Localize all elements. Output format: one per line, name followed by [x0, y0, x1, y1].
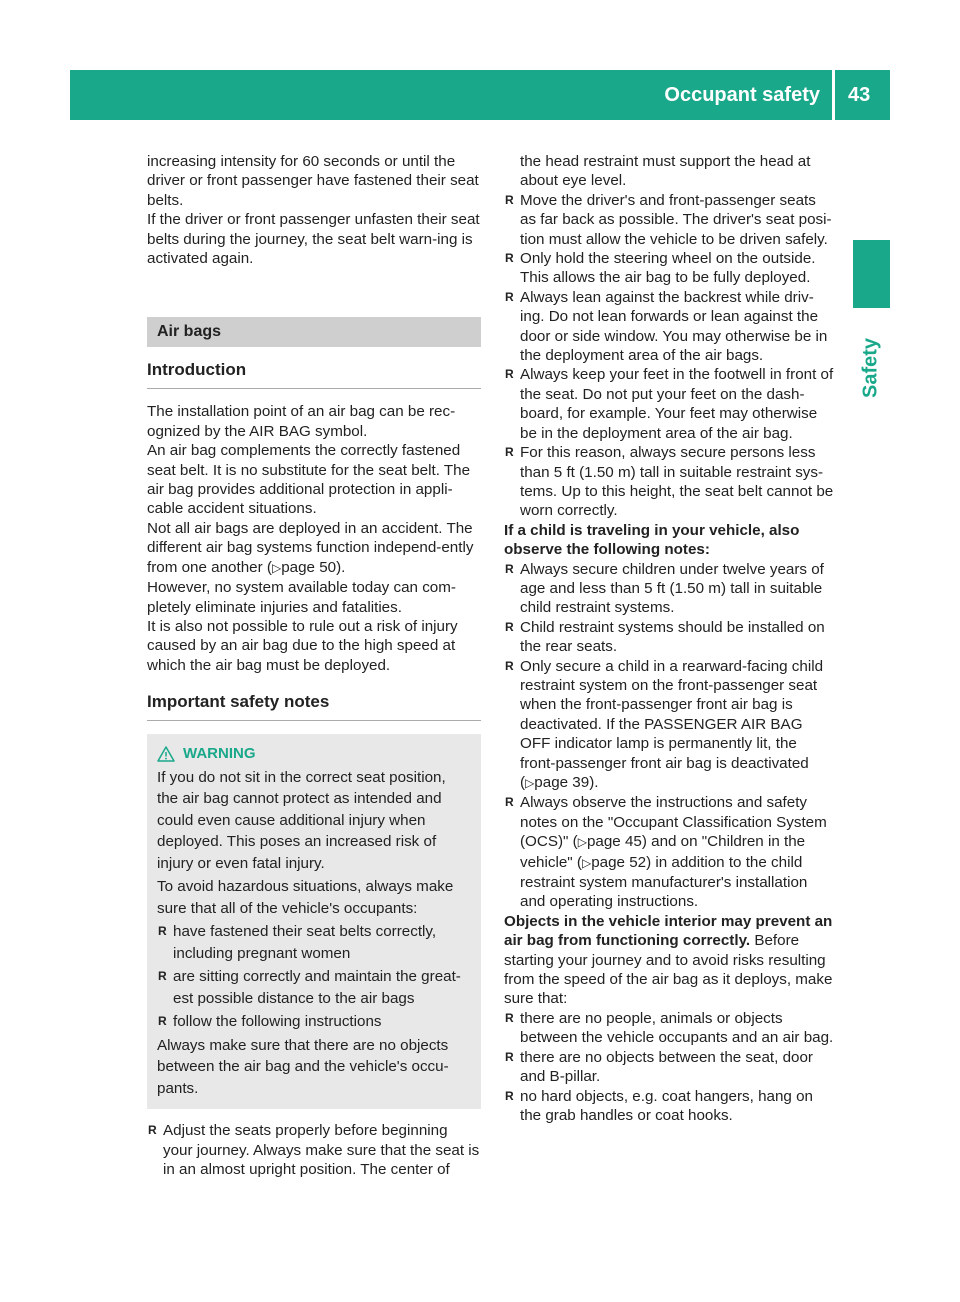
page-reference-link[interactable]: page 39 — [534, 774, 590, 791]
warning-triangle-icon — [157, 746, 175, 762]
list-item: R are sitting correctly and maintain the great-est possible distance to the air bags — [157, 966, 471, 1009]
list-item: R Adjust the seats properly before beginning your journey. Always make sure that the seat is in an almost upright position. The center of — [147, 1121, 481, 1179]
list-item: R Move the driver's and front-passenger seats as far back as possible. The driver's seat posi-tion must allow the vehicle to be driven safely. — [504, 191, 834, 249]
list-item: R have fastened their seat belts correctly, including pregnant women — [157, 921, 471, 964]
list-item: R Always lean against the backrest while driv-ing. Do not lean forwards or lean against the door or side window. You may otherwise be in the deployment area of the air bags. — [504, 288, 834, 366]
paragraph: It is also not possible to rule out a risk of injury caused by an air bag due to the high speed at which the air bag must be deployed. — [147, 617, 458, 674]
list-item: R Always observe the instructions and safety notes on the "Occupant Classification System (OCS)" (▷page 45) and on "Children in the vehicle" (▷page 52) in addition to the child restraint system manufacturer's installation and operating instructions. — [504, 793, 834, 911]
warning-paragraph: To avoid hazardous situations, always make sure that all of the vehicle's occupants: — [157, 878, 454, 917]
paragraph: Not all air bags are deployed in an accident. The different air bag systems function independ-ently from one another (▷page 50). — [147, 519, 474, 576]
list-item: R there are no objects between the seat, door and B-pillar. — [504, 1048, 834, 1087]
objects-heading: Objects in the vehicle interior may prevent an air bag from functioning correctly. — [504, 912, 833, 950]
warning-header — [157, 743, 471, 765]
paragraph: An air bag complements the correctly fastened seat belt. It is no substitute for the seat belt. The air bag provides additional protection in appli-cable accident situations. — [147, 442, 471, 518]
section-title: Air bags — [147, 317, 481, 347]
list-item: R no hard objects, e.g. coat hangers, hang on the grab handles or coat hooks. — [504, 1087, 834, 1126]
page-number: 43 — [848, 84, 871, 106]
paragraph: If the driver or front passenger unfasten their seat belts during the journey, the seat belt warn-ing is activated again. — [147, 211, 480, 268]
page-reference-link[interactable]: page 45 — [586, 833, 642, 851]
header-divider — [832, 70, 835, 120]
paragraph: The installation point of an air bag can be rec-ognized by the AIR BAG symbol. — [147, 403, 456, 440]
list-item: R Always keep your feet in the footwell in front of the seat. Do not put your feet on the dash-board, for example. Your feet may otherwise be in the deployment area of the air bag. — [504, 365, 834, 443]
paragraph: However, no system available today can com-pletely eliminate injuries and fatalities. — [147, 579, 456, 616]
page-ref-arrow-icon: ▷ — [525, 776, 535, 790]
page-ref-arrow-icon: ▷ — [577, 835, 587, 850]
page-reference-link[interactable]: page 50 — [281, 558, 337, 576]
list-item: R Only hold the steering wheel on the outside. This allows the air bag to be fully deployed. — [504, 249, 834, 288]
right-column — [504, 152, 834, 1125]
list-item: R Child restraint systems should be installed on the rear seats. — [504, 618, 834, 657]
list-item: R there are no people, animals or objects between the vehicle occupants and an air bag. — [504, 1009, 834, 1048]
warning-label: WARNING — [183, 745, 256, 763]
warning-box — [147, 734, 481, 1109]
list-item: R follow the following instructions — [157, 1011, 471, 1033]
page-ref-arrow-icon: ▷ — [271, 560, 282, 575]
side-section-label: Safety — [859, 337, 882, 399]
warning-paragraph: If you do not sit in the correct seat position, the air bag cannot protect as intended and could even cause additional injury when deployed. This poses an increased risk of injury or even fatal injury. — [157, 768, 446, 872]
list-item: R For this reason, always secure persons less than 5 ft (1.50 m) tall in suitable restraint sys-tems. Up to this height, the seat belt cannot be worn correctly. — [504, 443, 834, 521]
subheading-safety-notes: Important safety notes — [147, 692, 481, 721]
page-ref-arrow-icon: ▷ — [581, 855, 592, 870]
page-reference-link[interactable]: page 52 — [591, 853, 647, 871]
paragraph: increasing intensity for 60 seconds or until the driver or front passenger have fastened their seat belts. — [147, 153, 479, 209]
list-item: R Only secure a child in a rearward-facing child restraint system on the front-passenger seat when the front-passenger front air bag is deactivated. If the PASSENGER AIR BAG OFF indicator lamp is permanently lit, the front-passenger front air bag is deactivated (▷page 39). — [504, 657, 834, 794]
subheading-introduction: Introduction — [147, 360, 481, 389]
header-bar — [70, 70, 890, 120]
paragraph: the head restraint must support the head at about eye level. — [520, 153, 811, 190]
paragraph: Objects in the vehicle interior may prevent an air bag from functioning correctly. Before starting your journey and to avoid risks resulting from the speed of the air bag as it deploys, make sure that: — [504, 912, 833, 1008]
warning-paragraph: Always make sure that there are no objects between the air bag and the vehicle's occu-pants. — [157, 1036, 449, 1097]
child-notes-heading: If a child is traveling in your vehicle, also observe the following notes: — [504, 521, 800, 559]
chapter-title: Occupant safety — [664, 84, 820, 106]
side-tab — [853, 240, 890, 308]
left-column — [147, 152, 481, 1179]
list-item: R Always secure children under twelve years of age and less than 5 ft (1.50 m) tall in suitable child restraint systems. — [504, 560, 834, 618]
